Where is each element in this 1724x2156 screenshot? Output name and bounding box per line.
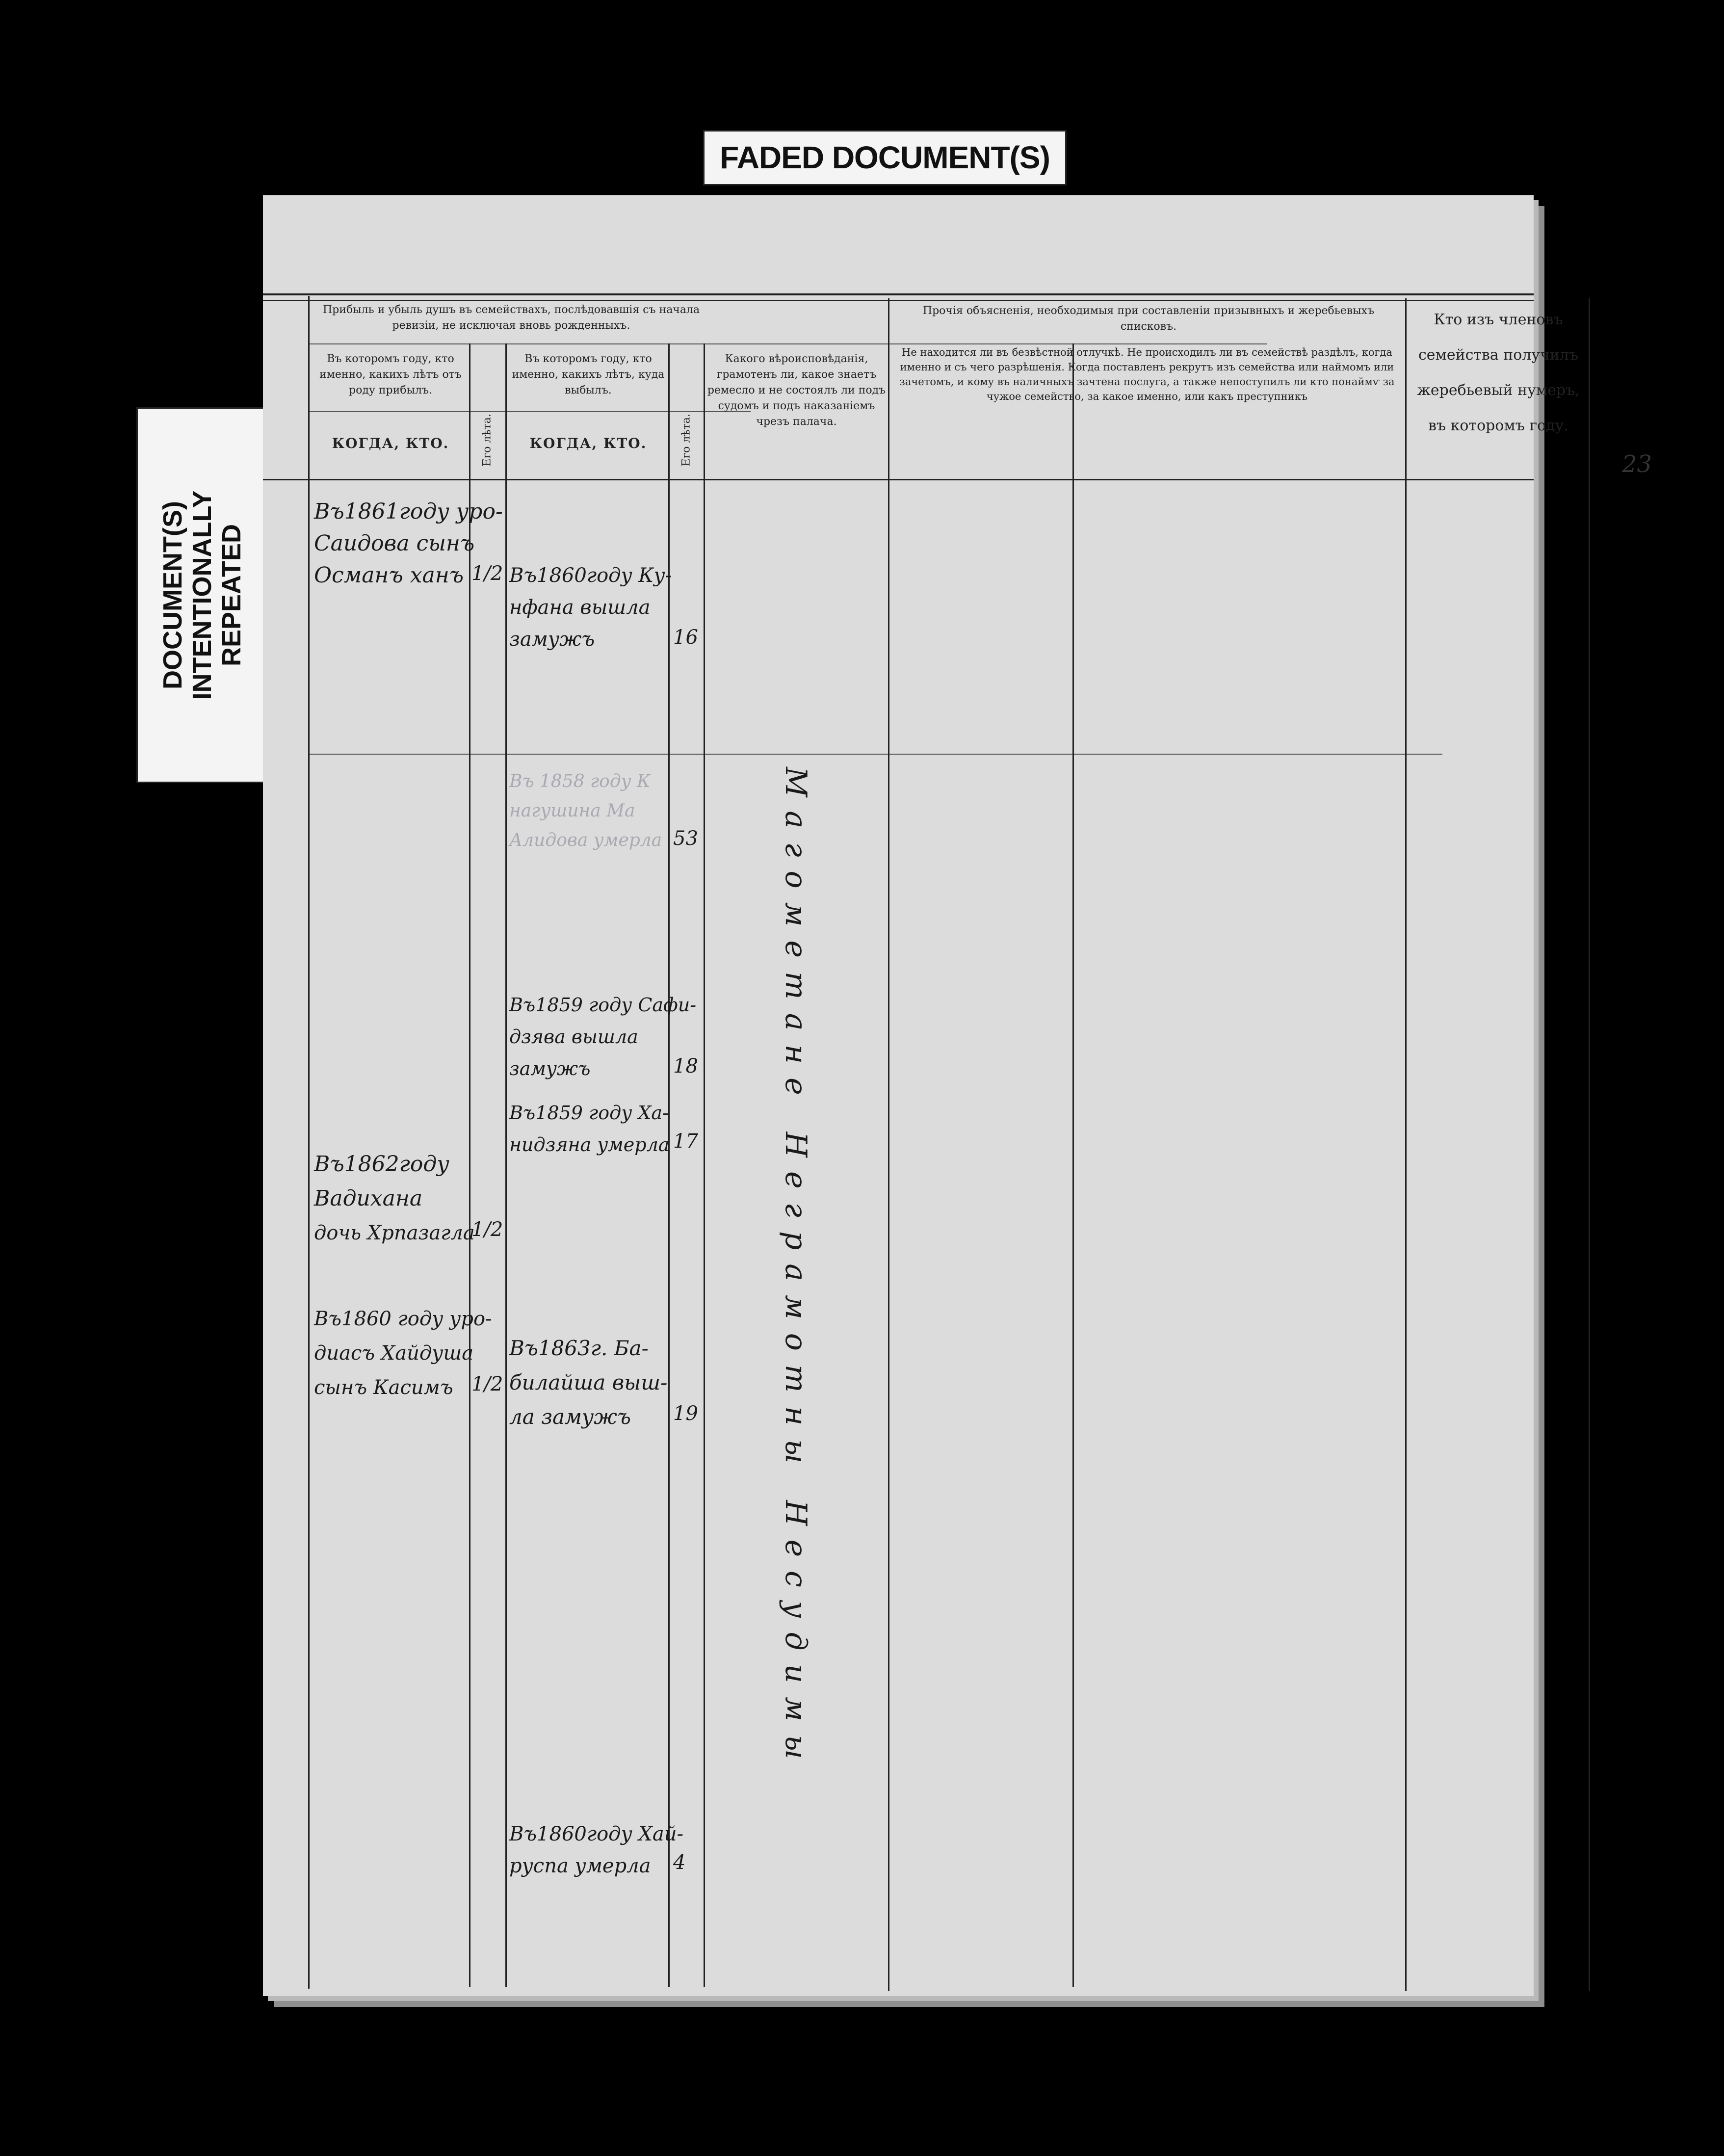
departed-entry-line: ла замужъ — [509, 1405, 631, 1429]
header-religion: Какого вѣроисповѣданія, грамотенъ ли, какое знаетъ ремесло и не состоялъ ли подъ судомъ и подъ наказаніемъ чрезъ палача. — [707, 353, 886, 428]
stamp-line: REPEATED — [217, 524, 246, 667]
stamp-line: INTENTIONALLY — [187, 490, 217, 700]
header-absence: Не находится ли въ безвѣстной отлучкѣ. Не происходилъ ли въ семействѣ раздѣлъ, когда именно и съ чего разрѣшенія. Когда поставленъ рекрутъ изъ семейства или наймомъ или зачетомъ, и кому въ наличныхъ зачтена послуга, а также непоступилъ ли кто понаймѵ за чужое семейство, за какое именно, или какъ преступникъ — [899, 346, 1395, 402]
top-rule — [263, 293, 1534, 295]
register-page — [263, 195, 1652, 1996]
col-rule — [505, 343, 507, 1987]
col-rule — [469, 343, 470, 1987]
arrived-age: 1/2 — [471, 1373, 503, 1395]
col-rule — [1589, 298, 1590, 1991]
arrived-age: 1/2 — [471, 562, 503, 585]
departed-entry-line: Въ1859 году Сафи- — [509, 994, 697, 1016]
header-when-who-arrived: КОГДА, КТО. — [332, 436, 449, 451]
header-arrived: Въ которомъ году, кто именно, какихъ лѣтъ отъ роду прибылъ. — [319, 353, 462, 396]
departed-age: 4 — [673, 1851, 686, 1874]
departed-age: 18 — [673, 1055, 698, 1078]
departed-age-faint: 53 — [673, 827, 698, 850]
col-rule — [1405, 298, 1407, 1991]
departed-age: 17 — [673, 1130, 698, 1153]
departed-age: 19 — [673, 1402, 698, 1425]
header-gain-loss: Прибыль и убыль душъ въ семействахъ, послѣдовавшія съ начала ревизіи, не исключая вновь рожденныхъ. — [322, 304, 700, 332]
departed-entry-line: замужъ — [509, 628, 595, 651]
top-rule-thin — [263, 300, 1534, 301]
header-rule-2 — [308, 411, 751, 412]
col-rule — [888, 298, 889, 1991]
arrived-entry-line: Османъ ханъ — [314, 563, 464, 588]
col-rule — [308, 296, 310, 1989]
departed-entry-line: Въ1863г. Ба- — [509, 1336, 649, 1360]
arrived-entry-line: Саидова сынъ — [314, 531, 475, 556]
departed-entry-line-faint: Алидова умерла — [509, 830, 662, 850]
arrived-entry-line: Въ1862году — [314, 1152, 449, 1177]
departed-entry-line: нидзяна умерла — [509, 1134, 670, 1156]
header-rule-bottom — [263, 479, 1534, 480]
arrived-entry-line: сынъ Касимъ — [314, 1376, 453, 1399]
arrived-age: 1/2 — [471, 1218, 503, 1241]
departed-entry-line: руспа умерла — [509, 1855, 651, 1877]
header-age-departed: Его лѣта. — [680, 414, 693, 467]
departed-entry-line: билайша выш- — [509, 1370, 668, 1394]
page-number: 23 — [1622, 450, 1652, 478]
departed-entry-line: Въ1860году Ку- — [509, 564, 672, 587]
religion-vertical-note: Магометане Неграмотны Несудимы — [779, 767, 813, 1773]
departed-entry-line-faint: нагушина Ма — [509, 801, 635, 821]
col-rule — [1072, 343, 1074, 1987]
header-other-explanations: Прочія объясненія, необходимыя при составленіи призывныхъ и жеребьевыхъ списковъ. — [922, 305, 1375, 333]
arrived-entry-line: Вадихана — [314, 1186, 423, 1211]
departed-entry-line: дзява вышла — [509, 1026, 638, 1048]
header-departed: Въ которомъ году, кто именно, какихъ лѣтъ, куда выбылъ. — [512, 353, 665, 396]
faded-documents-stamp: FADED DOCUMENT(S) — [703, 130, 1067, 185]
departed-entry-line: замужъ — [509, 1058, 591, 1079]
departed-age: 16 — [673, 626, 698, 649]
departed-entry-line: нфана вышла — [509, 596, 651, 619]
departed-entry-line-faint: Въ 1858 году К — [509, 771, 651, 791]
arrived-entry-line: диасъ Хайдуша — [314, 1342, 474, 1365]
repeated-documents-stamp — [136, 407, 268, 783]
header-age-arrived: Его лѣта. — [481, 414, 494, 467]
header-lot-number: Кто изъ членовъ семейства получилъ жеребьевый нумеръ, въ которомъ году. — [1417, 311, 1580, 434]
stamp-line: DOCUMENT(S) — [158, 501, 187, 689]
arrived-entry-line: Въ1861году уро- — [314, 499, 503, 524]
row-divider — [308, 754, 1442, 755]
arrived-entry-line: дочь Хрпазагла — [314, 1222, 475, 1244]
departed-entry-line: Въ1859 году Ха- — [509, 1102, 669, 1124]
departed-entry-line: Въ1860году Хай- — [509, 1823, 684, 1845]
arrived-entry-line: Въ1860 году уро- — [314, 1308, 492, 1330]
col-rule — [704, 343, 705, 1987]
header-when-who-departed: КОГДА, КТО. — [529, 436, 647, 451]
